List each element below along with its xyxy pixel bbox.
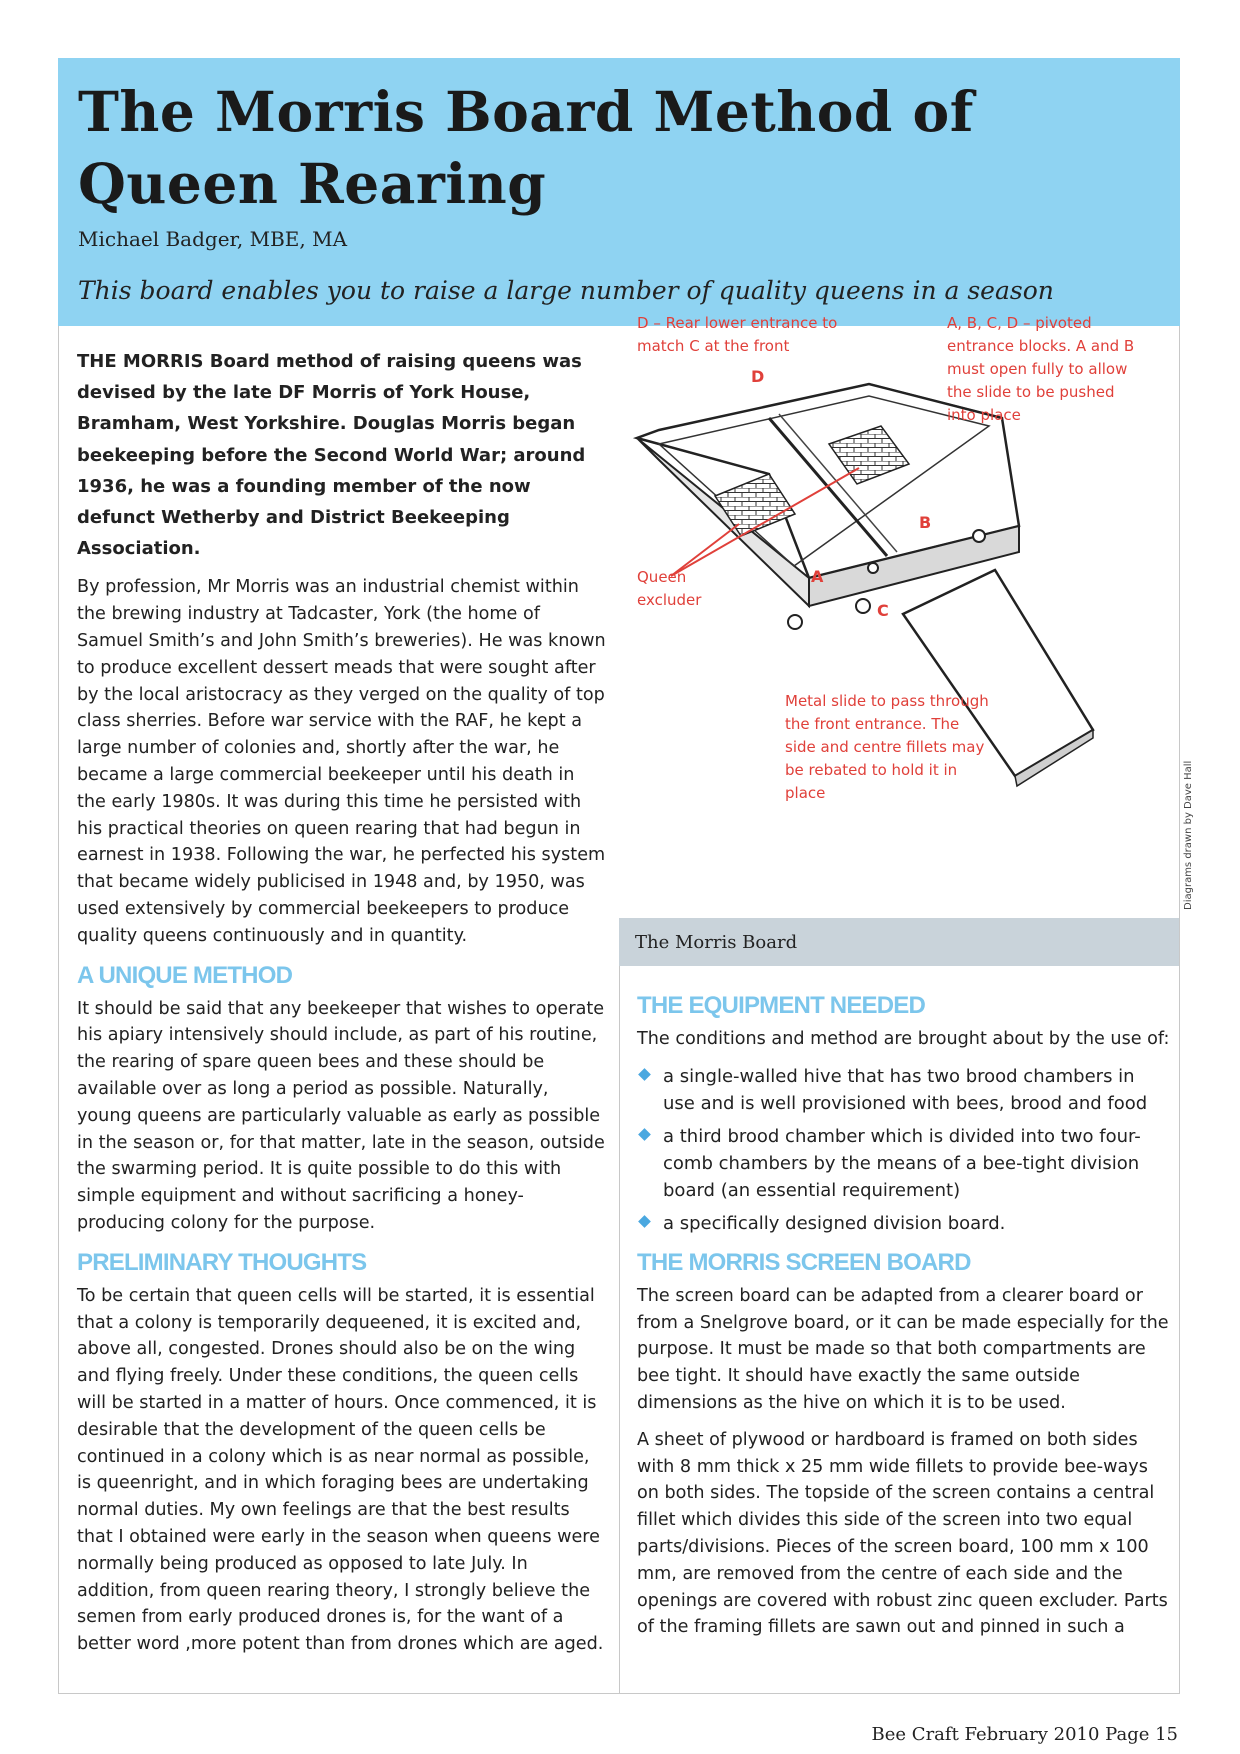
page-title: The Morris Board Method of Queen Rearing xyxy=(78,79,974,216)
entrance-block-a xyxy=(788,615,802,629)
label-rear-entrance: D – Rear lower entrance to match C at the front xyxy=(637,314,838,355)
body-paragraph: To be certain that queen cells will be started, it is essential that a colony is temporarily dequeened, it is excited and, above all, congested. Drones should also be on the wing and flying freely. Under these conditions, the queen cells will be started in a matter of hours. Once commenced, it is desirable that the development of the queen cells be continued in a colony which is as near normal as possible, is queenright, and in which foraging bees are undertaking normal duties. My own feelings are that the best results that I obtained were early in the season when queens were normally being produced as opposed to late July. In addition, from queen rearing theory, I strongly believe the semen from early produced drones is, for the want of a better word ,more potent than from drones which are aged. xyxy=(77,1285,604,1655)
body-paragraph: By profession, Mr Morris was an industrial chemist within the brewing industry at Tadcaster, York (the home of Samuel Smith’s and John Smith’s breweries). He was known to produce excellent dessert meads that were sought after by the local aristocracy as they verged on the quality of top class sherries. Before war service with the RAF, he kept a large number of colonies and, shortly after the war, he became a large commercial beekeeper until his death in the early 1980s. It was during this time he persisted with his practical theories on queen rearing that had begun in earnest in 1938. Following the war, he perfected his system that became widely publicised in 1948 and, by 1950, was used extensively by commercial beekeepers to produce quality queens continuously and in quantity. xyxy=(77,577,606,946)
author-byline: Michael Badger, MBE, MA xyxy=(78,227,348,251)
lead-paragraph: THE MORRIS Board method of raising queens was devised by the late DF Morris of York House, Bramham, West Yorkshire. Douglas Morris began beekeeping before the Second World War; around 1936, he was a founding member of the now defunct Wetherby and District Beekeeping Association. xyxy=(77,351,586,560)
left-column xyxy=(77,346,607,1668)
entrance-block-b xyxy=(973,530,985,542)
list-item: a specifically designed division board. xyxy=(637,1210,1171,1237)
body-paragraph: The conditions and method are brought about by the use of: xyxy=(637,1029,1170,1049)
diamond-bullet-icon xyxy=(638,1128,651,1141)
letter-c: C xyxy=(877,601,889,620)
diamond-bullet-icon xyxy=(638,1068,651,1081)
letter-a: A xyxy=(811,567,824,586)
equipment-list xyxy=(637,1063,1171,1237)
list-item: a third brood chamber which is divided into two four-comb chambers by the means of a bee-tight division board (an essential requirement) xyxy=(637,1123,1171,1204)
morris-board-diagram xyxy=(619,314,1179,918)
entrance-block-c2 xyxy=(868,563,878,573)
diamond-bullet-icon xyxy=(638,1215,651,1228)
figure-caption: The Morris Board xyxy=(635,932,798,953)
article-header xyxy=(58,58,1180,326)
section-heading-unique-method: A UNIQUE METHOD xyxy=(77,961,293,989)
figure-caption-bar xyxy=(619,918,1179,966)
list-item: a single-walled hive that has two brood chambers in use and is well provisioned with bees, brood and food xyxy=(637,1063,1171,1117)
section-heading-equipment: THE EQUIPMENT NEEDED xyxy=(637,992,926,1019)
right-column xyxy=(637,980,1171,1651)
label-queen-excluder: Queen excluder xyxy=(637,568,702,609)
diagram-credit: Diagrams drawn by Dave Hall xyxy=(1183,760,1194,910)
section-heading-screen-board: THE MORRIS SCREEN BOARD xyxy=(637,1248,971,1276)
page-footer: Bee Craft February 2010 Page 15 xyxy=(871,1724,1178,1745)
entrance-block-c xyxy=(856,599,870,613)
letter-b: B xyxy=(919,513,932,532)
standfirst: This board enables you to raise a large number of quality queens in a season xyxy=(78,276,1054,305)
body-paragraph: A sheet of plywood or hardboard is framed on both sides with 8 mm thick x 25 mm wide fillets to provide bee-ways on both sides. The topside of the screen contains a central fillet which divides this side of the screen into two equal parts/divisions. Pieces of the screen board, 100 mm x 100 mm, are removed from the centre of each side and the openings are covered with robust zinc queen excluder. Parts of the framing fillets are sawn out and pinned in such a xyxy=(637,1429,1168,1638)
letter-d: D xyxy=(751,367,765,386)
body-paragraph: The screen board can be adapted from a clearer board or from a Snelgrove board, or it can be made especially for the purpose. It must be made so that both compartments are bee tight. It should have exactly the same outside dimensions as the hive on which it is to be used. xyxy=(637,1285,1169,1413)
label-pivoted-blocks: A, B, C, D – pivoted entrance blocks. A and B must open fully to allow the slide to be pushed into place xyxy=(947,314,1135,424)
body-paragraph: It should be said that any beekeeper that wishes to operate his apiary intensively should include, as part of his routine, the rearing of spare queen bees and these should be available over as long a period as possible. Naturally, young queens are particularly valuable as early as possible in the season or, for that matter, late in the season, outside the swarming period. It is quite possible to do this with simple equipment and without sacrificing a honey-producing colony for the purpose. xyxy=(77,998,605,1233)
section-heading-preliminary-thoughts: PRELIMINARY THOUGHTS xyxy=(77,1248,367,1276)
label-metal-slide: Metal slide to pass through the front entrance. The side and centre fillets may be rebated to hold it in place xyxy=(785,692,989,802)
